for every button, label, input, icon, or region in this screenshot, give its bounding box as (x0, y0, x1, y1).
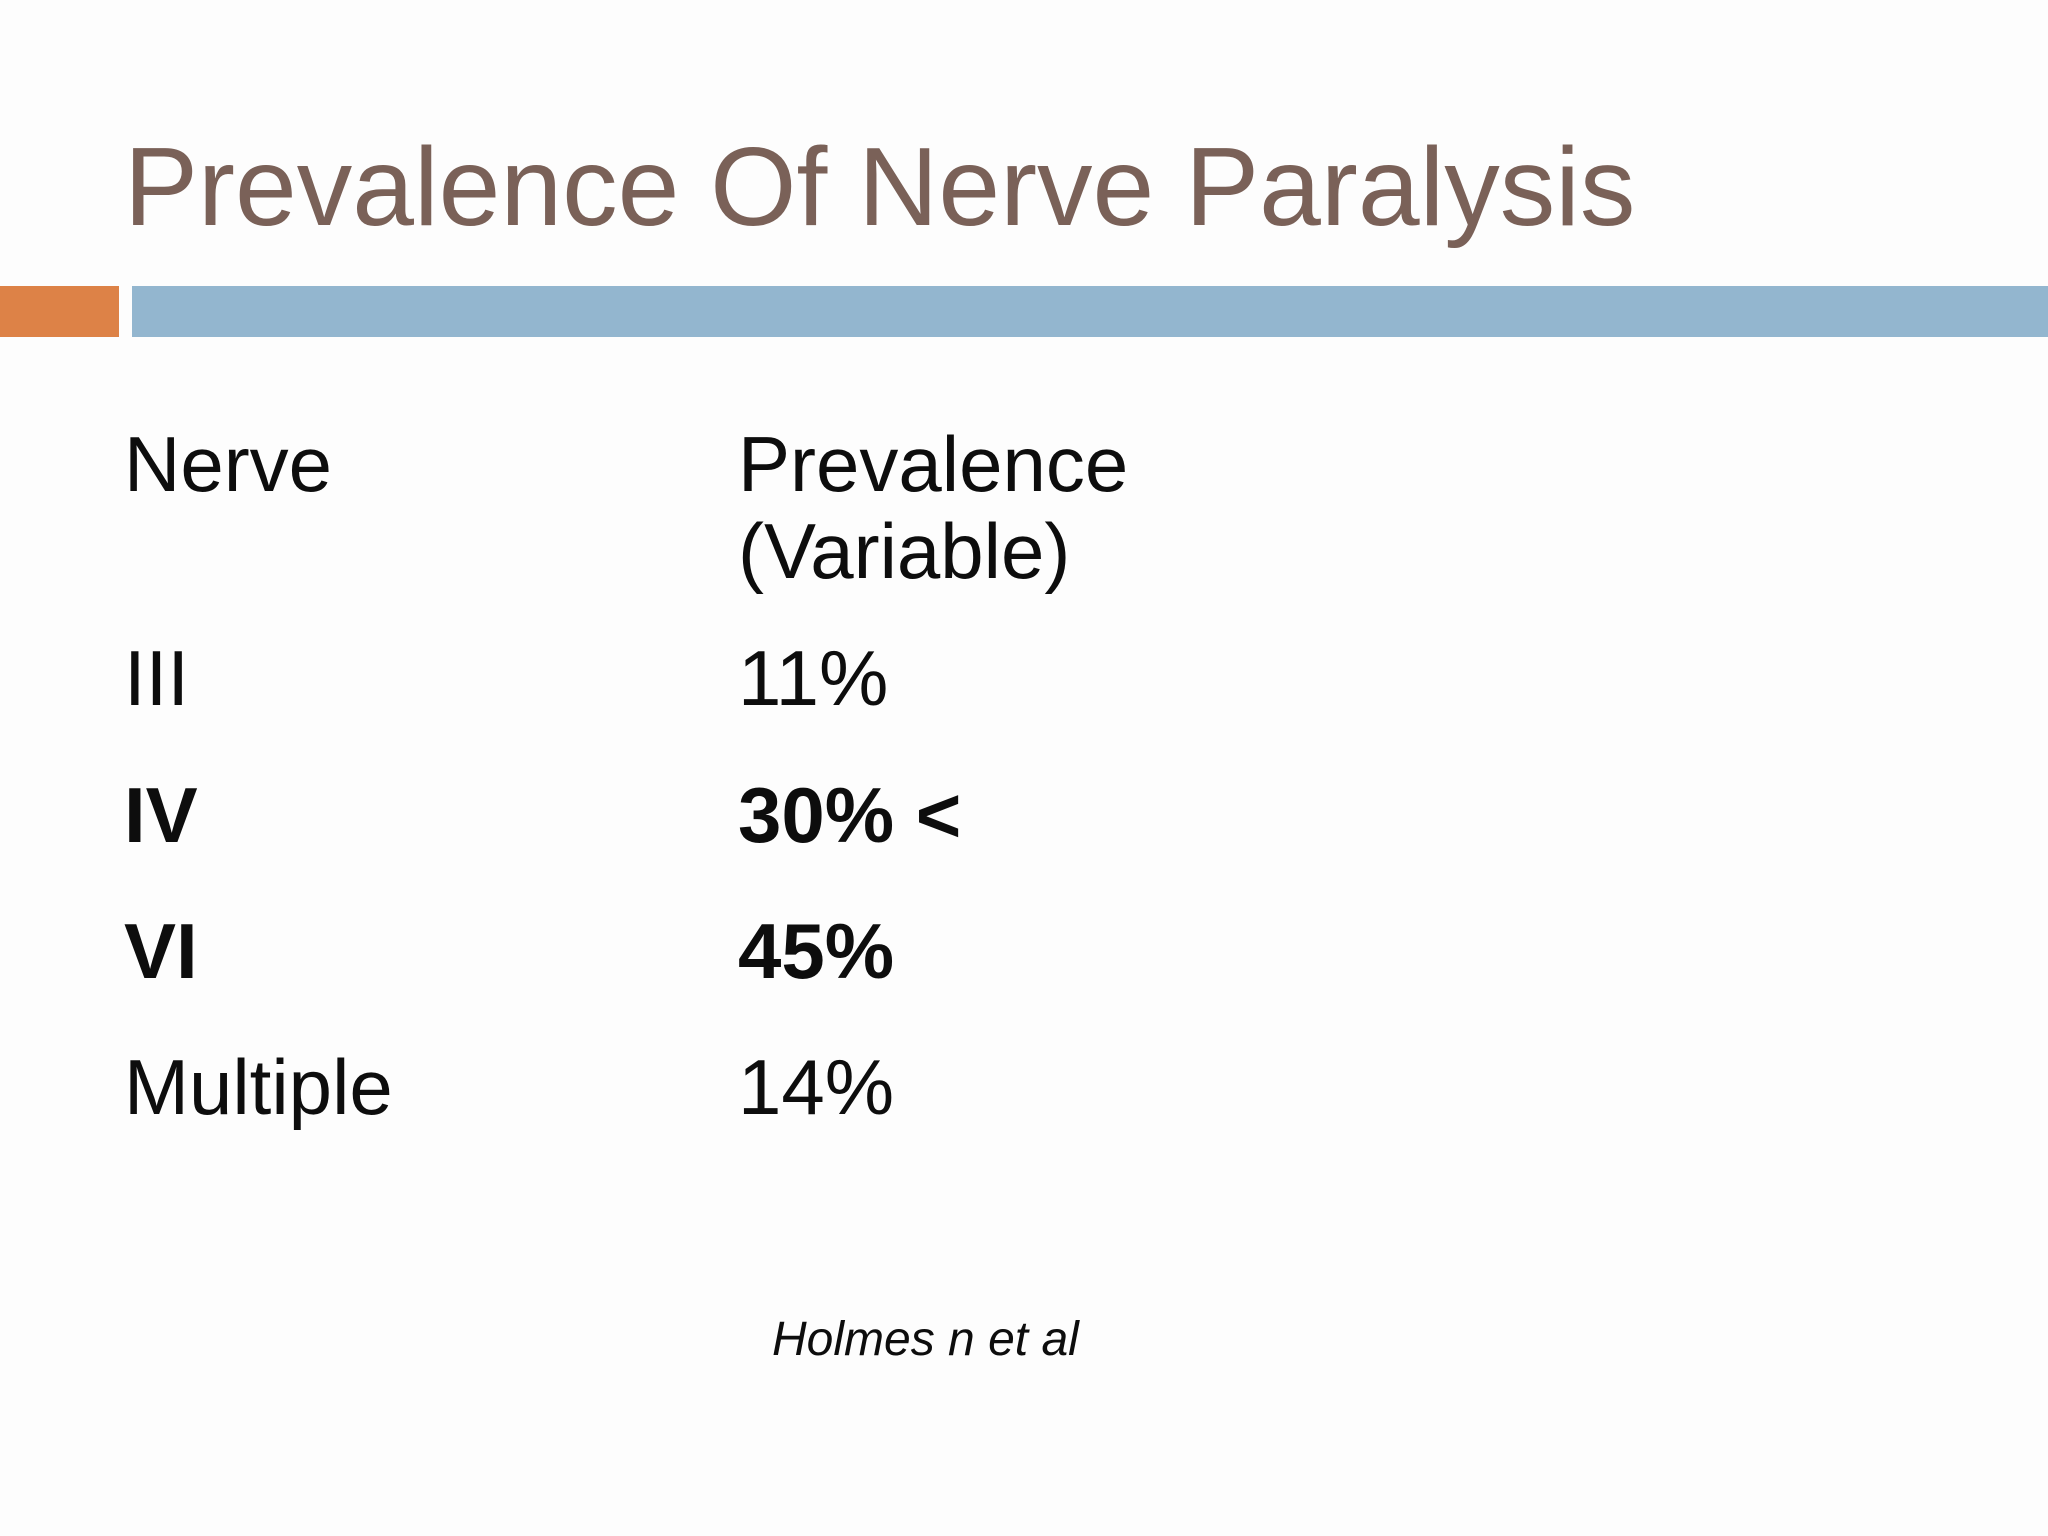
accent-bar-blue (132, 286, 2048, 337)
prevalence-cell: 30% < (738, 771, 962, 859)
nerve-cell: VI (124, 907, 198, 995)
slide-title: Prevalence Of Nerve Paralysis (124, 125, 1636, 249)
header-nerve: Nerve (124, 420, 333, 508)
prevalence-cell: 11% (738, 634, 889, 722)
nerve-cell: III (124, 634, 190, 722)
citation: Holmes n et al (772, 1313, 1079, 1366)
prevalence-cell: 45% (738, 907, 895, 995)
accent-bar-orange (0, 286, 119, 337)
header-prevalence: Prevalence (Variable) (738, 420, 1129, 595)
prevalence-cell: 14% (738, 1043, 895, 1131)
nerve-cell: Multiple (124, 1043, 393, 1131)
nerve-cell: IV (124, 771, 198, 859)
